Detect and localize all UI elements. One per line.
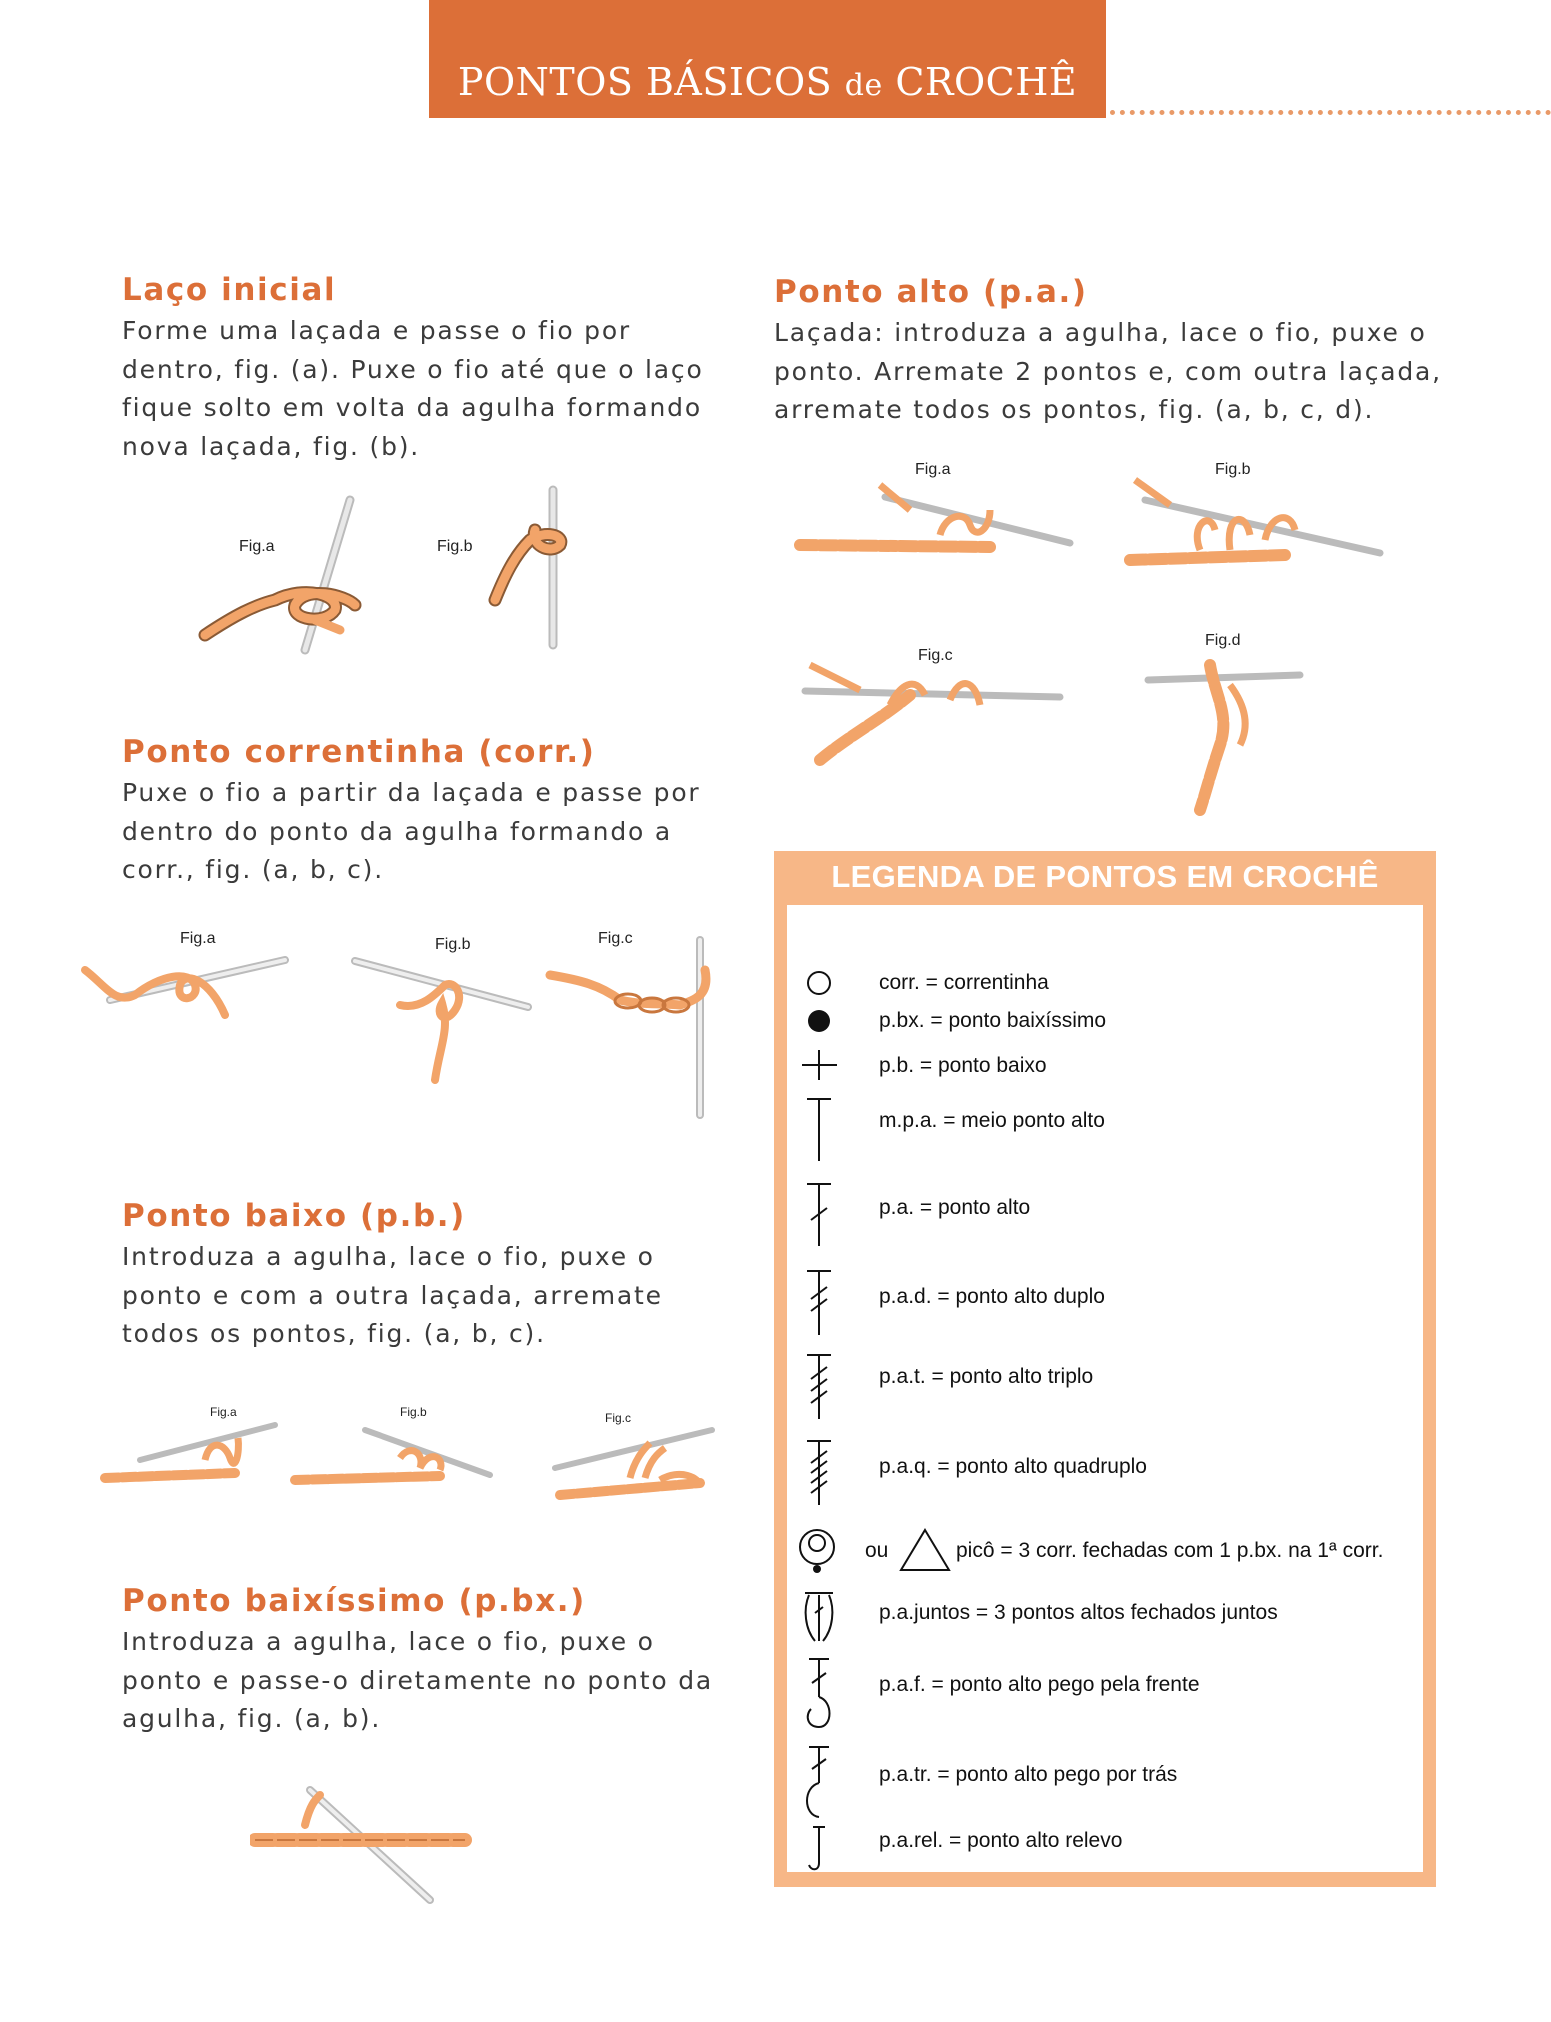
section-correntinha bbox=[122, 734, 742, 890]
section-title: Ponto baixo (p.b.) bbox=[122, 1198, 466, 1234]
page-title: PONTOS BÁSICOS de CROCHÊ bbox=[457, 60, 1078, 104]
back-post-icon bbox=[797, 1743, 857, 1823]
fig-label: Fig.a bbox=[180, 930, 216, 947]
section-text: Introduza a agulha, lace o fio, puxe o ponto e passe-o diretamente no ponto da agulha, fig. (a, b). bbox=[122, 1627, 714, 1733]
legend-item: p.a. = ponto alto bbox=[787, 1180, 1423, 1250]
legend-item: p.a.q. = ponto alto quadruplo bbox=[787, 1437, 1423, 1509]
legend-item: p.a.d. = ponto alto duplo bbox=[787, 1267, 1423, 1339]
fig-label: Fig.c bbox=[605, 1411, 632, 1425]
section-text: Introduza a agulha, lace o fio, puxe o ponto e com a outra laçada, arremate todos os pontos, fig. (a, b, c). bbox=[122, 1242, 663, 1348]
cluster-icon bbox=[797, 1589, 857, 1645]
section-title: Ponto alto (p.a.) bbox=[774, 274, 1088, 310]
legend-item: m.p.a. = meio ponto alto bbox=[787, 1095, 1423, 1165]
section-text: Forme uma laçada e passe o fio por dentro, fig. (a). Puxe o fio até que o laço fique solto em volta da agulha formando nova laçada, fig. (b). bbox=[122, 316, 704, 461]
fig-label: Fig.d bbox=[1205, 632, 1241, 649]
legend-item: corr. = correntinha bbox=[787, 965, 1423, 1025]
illustration-ponto-alto bbox=[790, 455, 1390, 825]
legend-item: p.a.rel. = ponto alto relevo bbox=[787, 1825, 1423, 1875]
section-text: Puxe o fio a partir da laçada e passe por dentro do ponto da agulha formando a corr., fig. (a, b, c). bbox=[122, 778, 701, 884]
t-bar-icon bbox=[797, 1095, 857, 1165]
legend-list bbox=[787, 905, 1423, 1872]
picot-icon bbox=[797, 1525, 857, 1581]
legend-title: LEGENDA DE PONTOS EM CROCHÊ bbox=[831, 859, 1379, 894]
section-ponto-baixo bbox=[122, 1198, 742, 1354]
section-ponto-alto bbox=[774, 274, 1474, 430]
relief-icon bbox=[797, 1825, 857, 1875]
section-title: Laço inicial bbox=[122, 272, 337, 308]
legend-item: p.a.f. = ponto alto pego pela frente bbox=[787, 1655, 1423, 1735]
t-bar-3-slash-icon bbox=[797, 1351, 857, 1423]
legend-item: p.bx. = ponto baixíssimo bbox=[787, 1003, 1423, 1063]
legend-item: p.b. = ponto baixo bbox=[787, 1046, 1423, 1106]
section-title: Ponto correntinha (corr.) bbox=[122, 734, 596, 770]
plus-icon bbox=[797, 1046, 857, 1086]
legend-item: ou picô = 3 corr. fechadas com 1 p.bx. na 1ª corr. bbox=[787, 1525, 1423, 1581]
filled-circle-icon bbox=[797, 1003, 857, 1039]
triangle-icon bbox=[899, 1527, 951, 1573]
fig-label: Fig.c bbox=[598, 930, 633, 947]
fig-label: Fig.c bbox=[918, 647, 953, 664]
page-title-banner bbox=[429, 0, 1106, 118]
fig-label: Fig.a bbox=[915, 461, 951, 478]
legend-box bbox=[774, 851, 1436, 1887]
legend-item: p.a.t. = ponto alto triplo bbox=[787, 1351, 1423, 1423]
section-ponto-baixissimo bbox=[122, 1583, 742, 1739]
t-bar-1-slash-icon bbox=[797, 1180, 857, 1250]
illustration-laco-inicial bbox=[195, 485, 575, 655]
fig-label: Fig.a bbox=[239, 538, 275, 555]
fig-label: Fig.b bbox=[437, 538, 473, 555]
section-laco-inicial bbox=[122, 272, 742, 466]
open-circle-icon bbox=[797, 965, 857, 1001]
section-text: Laçada: introduza a agulha, lace o fio, puxe o ponto. Arremate 2 pontos e, com outra laçada, arremate todos os pontos, fig. (a, b, c, d). bbox=[774, 318, 1442, 424]
legend-item: p.a.juntos = 3 pontos altos fechados juntos bbox=[787, 1589, 1423, 1645]
illustration-ponto-baixo bbox=[100, 1398, 720, 1508]
fig-label: Fig.a bbox=[210, 1405, 237, 1419]
dotted-divider bbox=[1110, 110, 1551, 115]
illustration-ponto-baixissimo bbox=[250, 1785, 480, 1905]
legend-item: p.a.tr. = ponto alto pego por trás bbox=[787, 1743, 1423, 1823]
fig-label: Fig.b bbox=[400, 1405, 427, 1419]
t-bar-2-slash-icon bbox=[797, 1267, 857, 1339]
fig-label: Fig.b bbox=[1215, 461, 1251, 478]
front-post-icon bbox=[797, 1655, 857, 1735]
t-bar-4-slash-icon bbox=[797, 1437, 857, 1509]
fig-label: Fig.b bbox=[435, 936, 471, 953]
section-title: Ponto baixíssimo (p.bx.) bbox=[122, 1583, 586, 1619]
illustration-correntinha bbox=[80, 925, 720, 1120]
